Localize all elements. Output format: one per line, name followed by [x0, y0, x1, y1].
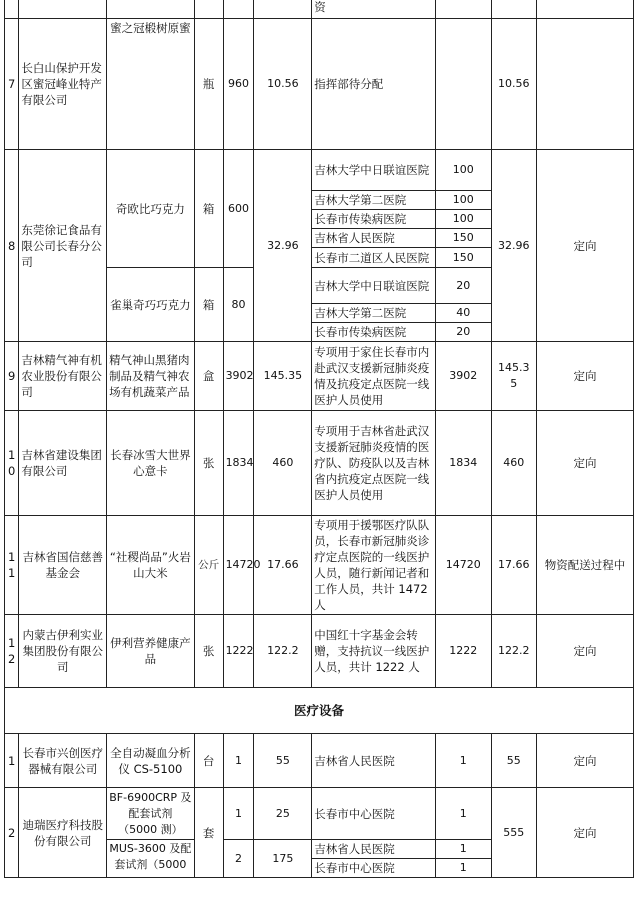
value-cell: 32.96	[254, 150, 312, 342]
destination-cell: 资	[312, 0, 436, 19]
value2-cell: 32.96	[491, 150, 536, 342]
destination-cell: 长春市中心医院	[312, 788, 436, 840]
table-row	[5, 342, 634, 411]
unit-cell: 台	[194, 734, 223, 788]
unit-cell: 公斤	[194, 516, 223, 615]
value2-cell: 55	[491, 734, 536, 788]
destination-cell: 吉林省人民医院	[312, 840, 436, 859]
destination-cell: 长春市传染病医院	[312, 323, 436, 342]
item-cell: 蜜之冠椴树原蜜	[107, 19, 195, 150]
item-cell: 伊利营养健康产品	[107, 615, 195, 688]
type-cell: 物资配送过程中	[536, 516, 633, 615]
donor-cell: 吉林精气神有机农业股份有限公司	[19, 342, 107, 411]
table-row	[5, 734, 634, 788]
quantity-cell: 3902	[223, 342, 254, 411]
row-number: 1 1	[5, 516, 19, 615]
dest-quantity-cell: 1222	[435, 615, 491, 688]
item-cell: 全自动凝血分析仪 CS-5100	[107, 734, 195, 788]
donor-cell: 吉林省建设集团有限公司	[19, 411, 107, 516]
quantity-cell: 2	[223, 840, 254, 878]
quantity-cell: 960	[223, 19, 254, 150]
dest-quantity-cell: 150	[435, 229, 491, 248]
item-cell: MUS-3600 及配套试剂（5000	[107, 840, 195, 878]
quantity-cell: 1834	[223, 411, 254, 516]
dest-quantity-cell: 150	[435, 248, 491, 268]
quantity-cell: 1222	[223, 615, 254, 688]
value-cell: 17.66	[254, 516, 312, 615]
table-row	[5, 19, 634, 150]
section-header-row	[5, 688, 634, 734]
destination-cell: 吉林大学第二医院	[312, 304, 436, 323]
quantity-cell: 600	[223, 150, 254, 268]
destination-cell: 吉林省人民医院	[312, 734, 436, 788]
quantity-cell: 14720	[223, 516, 254, 615]
type-cell: 定向	[536, 615, 633, 688]
value2-cell: 555	[491, 788, 536, 878]
unit-cell: 瓶	[194, 19, 223, 150]
dest-quantity-cell: 100	[435, 150, 491, 191]
table-row	[5, 516, 634, 615]
item-cell: 长春冰雪大世界心意卡	[107, 411, 195, 516]
dest-quantity-cell: 1	[435, 788, 491, 840]
value2-cell: 460	[491, 411, 536, 516]
value-cell: 175	[254, 840, 312, 878]
type-cell: 定向	[536, 150, 633, 342]
donor-cell: 长春市兴创医疗器械有限公司	[19, 734, 107, 788]
value-cell: 25	[254, 788, 312, 840]
quantity-cell: 1	[223, 734, 254, 788]
dest-quantity-cell: 1	[435, 859, 491, 878]
unit-cell: 张	[194, 411, 223, 516]
destination-cell: 专项用于家住长春市内赴武汉支援新冠肺炎疫情及抗疫定点医院一线医护人员使用	[312, 342, 436, 411]
type-cell: 定向	[536, 788, 633, 878]
row-number: 1	[5, 734, 19, 788]
destination-cell: 吉林大学第二医院	[312, 191, 436, 210]
value-cell: 10.56	[254, 19, 312, 150]
item-cell: BF-6900CRP 及配套试剂（5000 测）	[107, 788, 195, 840]
destination-cell: 中国红十字基金会转赠，支持抗议一线医护人员，共计 1222 人	[312, 615, 436, 688]
value2-cell: 17.66	[491, 516, 536, 615]
item-cell: 雀巢奇巧巧克力	[107, 268, 195, 342]
type-cell: 定向	[536, 342, 633, 411]
value2-cell: 10.56	[491, 19, 536, 150]
value-cell: 55	[254, 734, 312, 788]
row-number: 8	[5, 150, 19, 342]
destination-cell: 长春市二道区人民医院	[312, 248, 436, 268]
destination-cell: 吉林大学中日联谊医院	[312, 150, 436, 191]
unit-cell: 套	[194, 788, 223, 878]
value2-cell: 122.2	[491, 615, 536, 688]
unit-cell: 箱	[194, 268, 223, 342]
destination-cell: 指挥部待分配	[312, 19, 436, 150]
item-cell: 精气神山黑猪肉制品及精气神农场有机蔬菜产品	[107, 342, 195, 411]
destination-cell: 专项用于吉林省赴武汉支援新冠肺炎疫情的医疗队、防疫队以及吉林省内抗疫定点医院一线医护人员使用	[312, 411, 436, 516]
row-number: 7	[5, 19, 19, 150]
dest-quantity-cell: 1	[435, 840, 491, 859]
row-number: 2	[5, 788, 19, 878]
dest-quantity-cell: 3902	[435, 342, 491, 411]
row-number: 1 0	[5, 411, 19, 516]
type-cell: 定向	[536, 411, 633, 516]
quantity-cell: 80	[223, 268, 254, 342]
destination-cell: 长春市传染病医院	[312, 210, 436, 229]
donor-cell: 内蒙古伊利实业集团股份有限公司	[19, 615, 107, 688]
unit-cell: 盒	[194, 342, 223, 411]
destination-cell: 吉林大学中日联谊医院	[312, 268, 436, 304]
table-row	[5, 0, 634, 19]
dest-quantity-cell: 100	[435, 210, 491, 229]
donor-cell: 东莞徐记食品有限公司长春分公司	[19, 150, 107, 342]
destination-cell: 专项用于援鄂医疗队队员，长春市新冠肺炎诊疗定点医院的一线医护人员，随行新闻记者和工作人员，共计 1472 人	[312, 516, 436, 615]
destination-cell: 吉林省人民医院	[312, 229, 436, 248]
quantity-cell: 1	[223, 788, 254, 840]
value-cell: 145.35	[254, 342, 312, 411]
row-number: 9	[5, 342, 19, 411]
item-cell: 奇欧比巧克力	[107, 150, 195, 268]
table-row	[5, 150, 634, 191]
section-title: 医疗设备	[5, 688, 634, 734]
dest-quantity-cell: 1	[435, 734, 491, 788]
destination-cell: 长春市中心医院	[312, 859, 436, 878]
donor-cell: 长白山保护开发区蜜冠峰业特产有限公司	[19, 19, 107, 150]
dest-quantity-cell: 100	[435, 191, 491, 210]
dest-quantity-cell: 14720	[435, 516, 491, 615]
table-row	[5, 411, 634, 516]
table-row	[5, 788, 634, 840]
dest-quantity-cell: 40	[435, 304, 491, 323]
unit-cell: 张	[194, 615, 223, 688]
dest-quantity-cell: 1834	[435, 411, 491, 516]
dest-quantity-cell: 20	[435, 268, 491, 304]
type-cell: 定向	[536, 734, 633, 788]
unit-cell: 箱	[194, 150, 223, 268]
table-row	[5, 615, 634, 688]
row-number: 1 2	[5, 615, 19, 688]
value2-cell: 145.3 5	[491, 342, 536, 411]
dest-quantity-cell: 20	[435, 323, 491, 342]
donor-cell: 吉林省国信慈善基金会	[19, 516, 107, 615]
item-cell: “社稷尚品”火岩山大米	[107, 516, 195, 615]
value-cell: 460	[254, 411, 312, 516]
donation-table	[4, 0, 634, 878]
value-cell: 122.2	[254, 615, 312, 688]
donor-cell: 迪瑞医疗科技股份有限公司	[19, 788, 107, 878]
